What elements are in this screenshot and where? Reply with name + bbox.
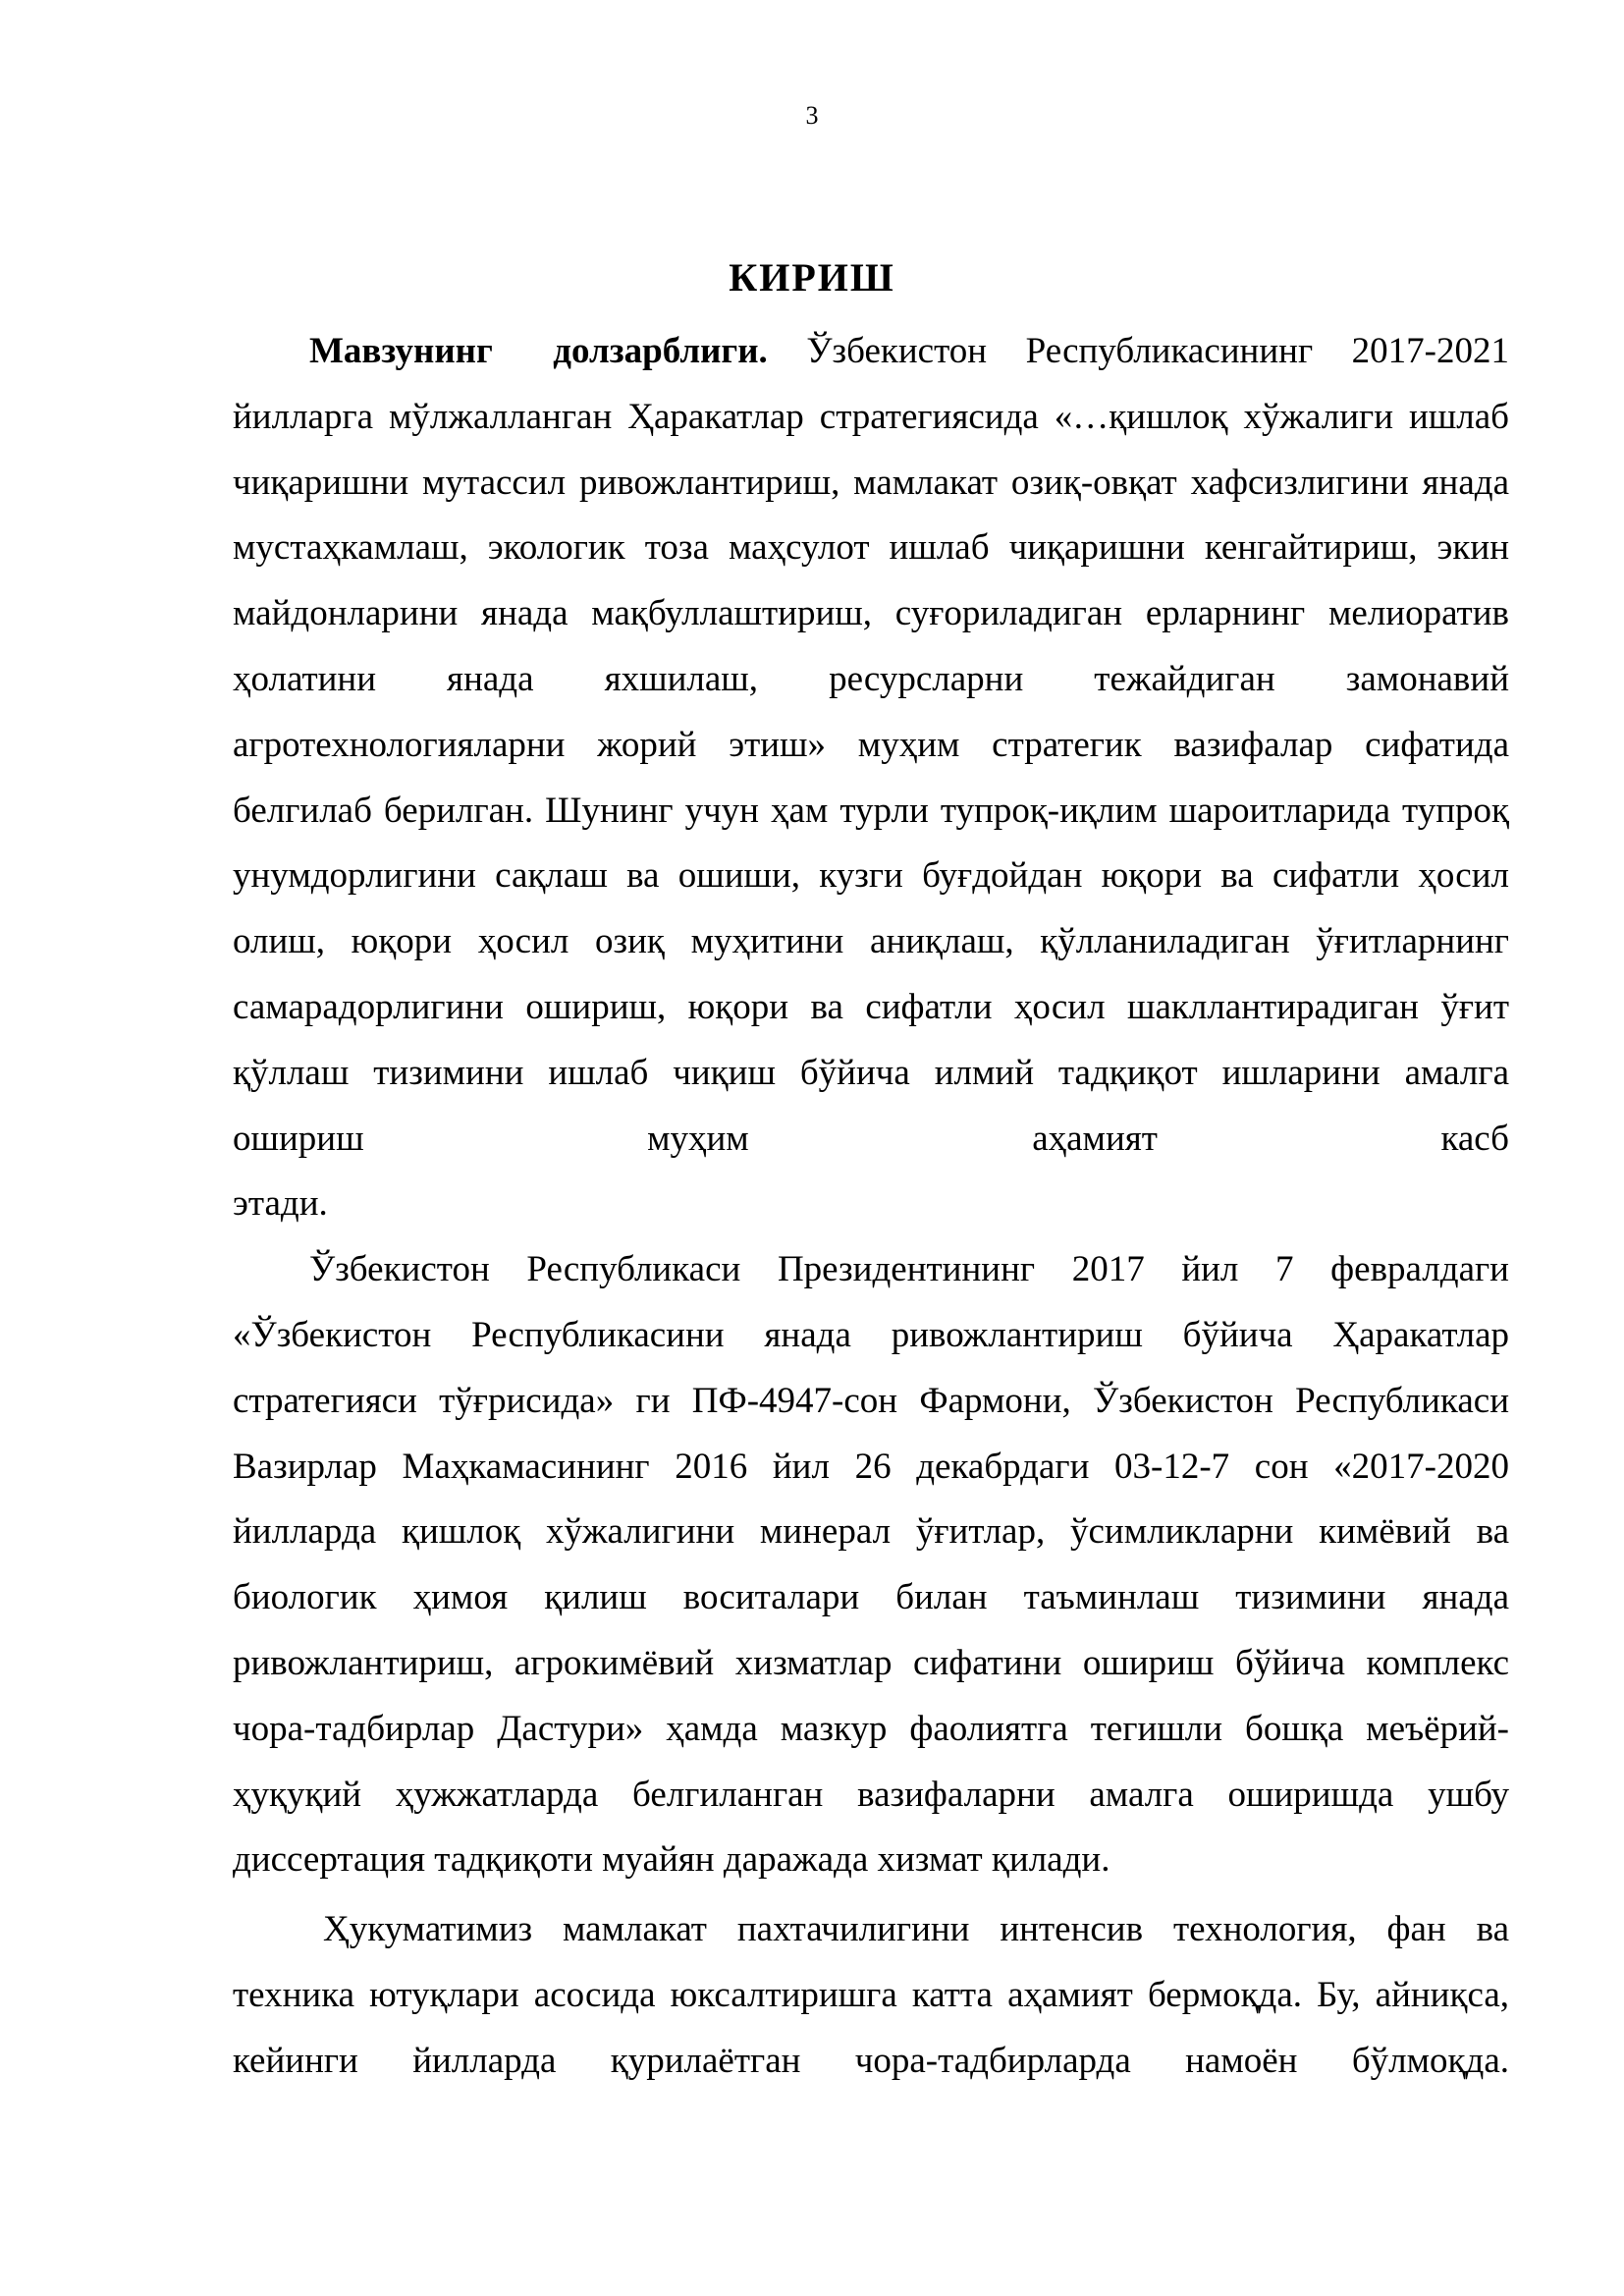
paragraph-relevance [233, 319, 1509, 1172]
paragraph-text: Ўзбекистон Республикаси Президентининг 2017 йил 7 февралдаги «Ўзбекистон Республикасини янада ривожлантириш бўйича Ҳаракатлар стратегияси тўғрисида» ги ПФ-4947-сон Фармони, Ўзбекистон Республикаси Вазирлар Маҳкамасининг 2016 йил 26 декабрдаги 03-12-7 сон «2017-2020 йилларда қишлоқ хўжалигини минерал ўғитлар, ўсимликларни кимёвий ва биологик ҳимоя қилиш воситалари билан таъминлаш тизимини янада ривожлантириш, агрокимёвий хизматлар сифатини ошириш бўйича комплекс чора-тадбирлар Дастури» ҳамда мазкур фаолиятга тегишли бошқа меъёрий-ҳуқуқий ҳужжатларда белгиланган вазифаларни амалга оширишда ушбу [233, 1249, 1509, 1815]
body-text [233, 319, 1509, 2095]
paragraph-text: Ҳукуматимиз мамлакат пахтачилигини интенсив технология, фан ва техника ютуқлари асосида юксалтиришга катта аҳамият бермоқда. Бу, айниқса, кейинги йилларда қурилаётган чора-тадбирларда намоён бўлмоқда. [233, 1909, 1509, 2081]
paragraph-last-line: этади. [233, 1183, 328, 1225]
paragraph-tail [233, 1828, 1509, 1893]
paragraph-last-line: диссертация тадқиқоти муайян даражада хизмат қилади. [233, 1839, 1110, 1881]
paragraph-tail [233, 1172, 1509, 1237]
page-number: 3 [805, 101, 819, 130]
paragraph-lead: Мавзунинг долзарблиги. [309, 331, 768, 371]
paragraph-decree [233, 1237, 1509, 1828]
paragraph-text: Ўзбекистон Республикасининг 2017-2021 йилларга мўлжалланган Ҳаракатлар стратегиясида «…қишлоқ хўжалиги ишлаб чиқаришни мутассил ривожлантириш, мамлакат озиқ-овқат хафсизлигини янада мустаҳкамлаш, экологик тоза маҳсулот ишлаб чиқаришни кенгайтириш, экин майдонларини янада мақбуллаштириш, суғориладиган ерларнинг мелиоратив ҳолатини янада яхшилаш, ресурсларни тежайдиган замонавий агротехнологияларни жорий этиш» муҳим стратегик вазифалар сифатида белгилаб берилган. Шунинг учун ҳам турли тупроқ-иқлим шароитларида тупроқ унумдорлигини сақлаш ва ошиши, кузги буғдойдан юқори ва сифатли ҳосил олиш, юқори ҳосил озиқ муҳитини аниқлаш, қўлланиладиган ўғитларнинг самарадорлигини ошириш, юқори ва сифатли ҳосил шакллантирадиган ўғит қўллаш тизимини ишлаб чиқиш бўйича илмий тадқиқот ишларини амалга ошириш муҳим аҳамият касб [233, 331, 1509, 1159]
section-heading: КИРИШ [729, 255, 895, 300]
paragraph-cotton [233, 1897, 1509, 2094]
